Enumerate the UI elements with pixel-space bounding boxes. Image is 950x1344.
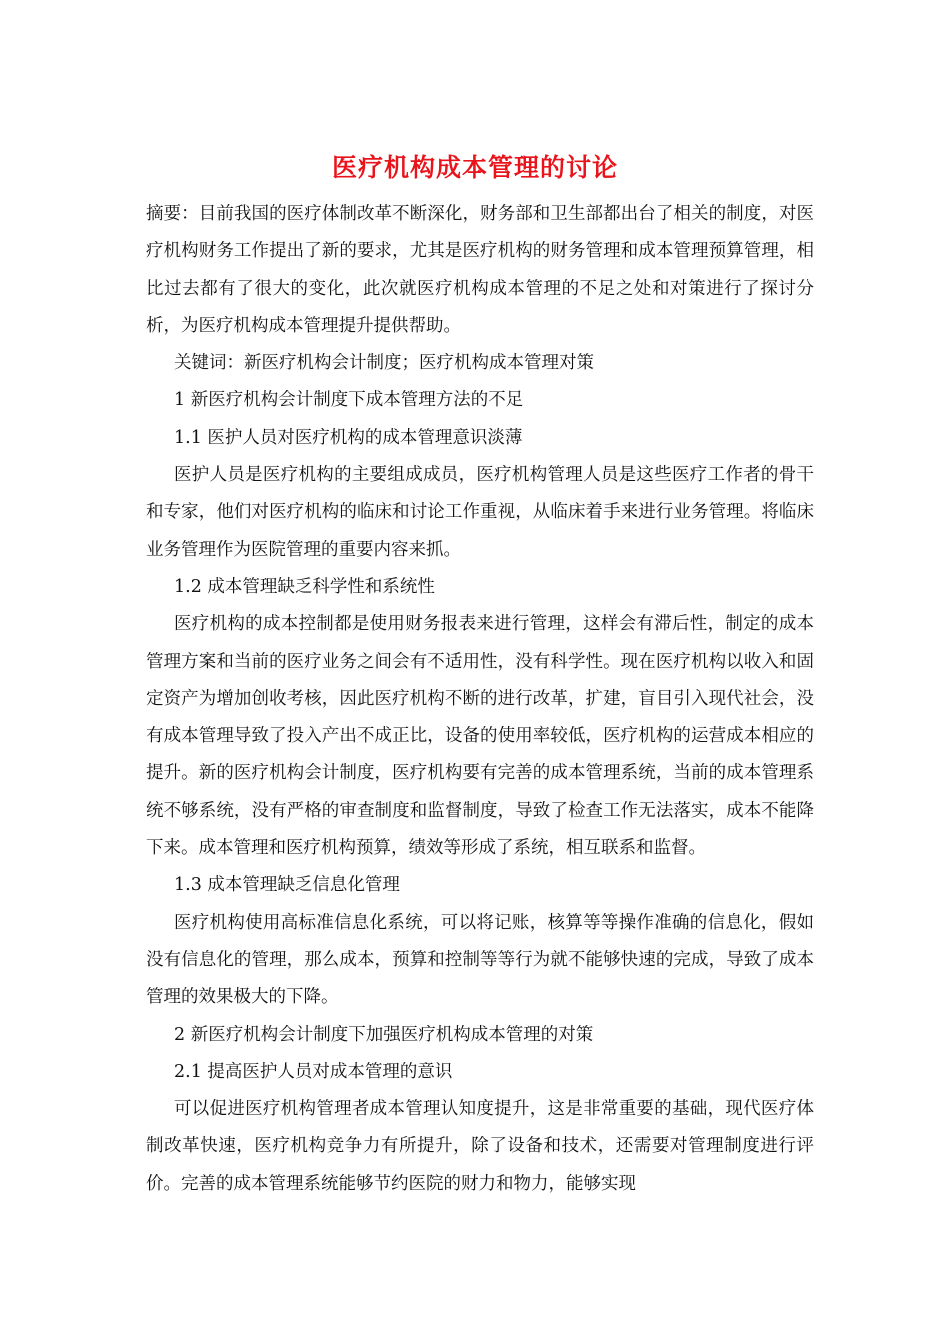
section-heading: 1 新医疗机构会计制度下成本管理方法的不足 [174, 390, 524, 411]
keywords-line: 关键词：新医疗机构会计制度；医疗机构成本管理对策 [174, 353, 594, 374]
subsection-heading: 1.2 成本管理缺乏科学性和系统性 [174, 576, 435, 597]
body-paragraph: 可以促进医疗机构管理者成本管理认知度提升，这是非常重要的基础，现代医疗体制改革快速，医疗机构竞争力有所提升，除了设备和技术，还需要对管理制度进行评价。完善的成本管理系统能够节约医院的财力和物力，能够实现 [146, 1099, 814, 1194]
subsection-heading: 1.3 成本管理缺乏信息化管理 [174, 875, 400, 896]
section-heading: 2 新医疗机构会计制度下加强医疗机构成本管理的对策 [174, 1024, 594, 1045]
body-paragraph: 医疗机构的成本控制都是使用财务报表来进行管理，这样会有滞后性，制定的成本管理方案和当前的医疗业务之间会有不适用性，没有科学性。现在医疗机构以收入和固定资产为增加创收考核，因此医疗机构不断的进行改革，扩建，盲目引入现代社会，没有成本管理导致了投入产出不成正比，设备的使用率较低，医疗机构的运营成本相应的提升。新的医疗机构会计制度，医疗机构要有完善的成本管理系统，当前的成本管理系统不够系统，没有严格的审查制度和监督制度，导致了检查工作无法落实，成本不能降下来。成本管理和医疗机构预算，绩效等形成了系统，相互联系和监督。 [146, 614, 814, 859]
document-body [146, 196, 814, 1203]
subsection-heading: 2.1 提高医护人员对成本管理的意识 [174, 1061, 453, 1082]
subsection-heading: 1.1 医护人员对医疗机构的成本管理意识淡薄 [174, 427, 523, 448]
body-paragraph: 医护人员是医疗机构的主要组成成员，医疗机构管理人员是这些医疗工作者的骨干和专家，他们对医疗机构的临床和讨论工作重视，从临床着手来进行业务管理。将临床业务管理作为医院管理的重要内容来抓。 [146, 465, 814, 560]
body-paragraph: 医疗机构使用高标准信息化系统，可以将记账，核算等等操作准确的信息化，假如没有信息化的管理，那么成本，预算和控制等等行为就不能够快速的完成，导致了成本管理的效果极大的下降。 [146, 912, 814, 1008]
document-title: 医疗机构成本管理的讨论 [331, 153, 618, 182]
abstract-paragraph: 摘要：目前我国的医疗体制改革不断深化，财务部和卫生部都出台了相关的制度，对医疗机构财务工作提出了新的要求，尤其是医疗机构的财务管理和成本管理预算管理，相比过去都有了很大的变化，此次就医疗机构成本管理的不足之处和对策进行了探讨分析，为医疗机构成本管理提升提供帮助。 [146, 204, 814, 336]
